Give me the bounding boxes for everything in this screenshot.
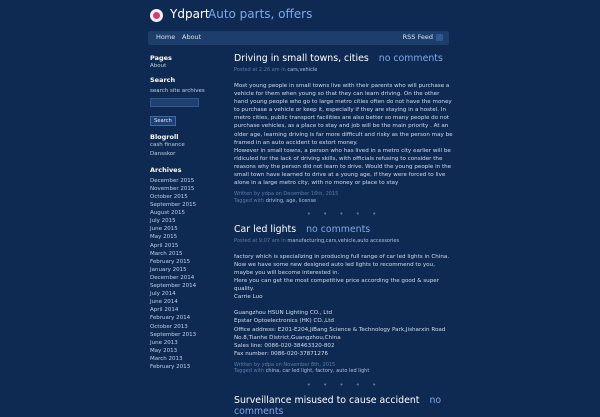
archive-link[interactable]: November 2015 bbox=[150, 185, 195, 192]
post bbox=[234, 224, 454, 389]
post-paragraph: However in small towns, a person who has lived in a metro city earlier will be ridiculed for the lack of driving skills, with officials refusing to consider the reasons why the person did not learn to drive. Would the young people in the small town have learned to drive at a young age, if they were forced to live alone in a large metro city, with no money or place to stay bbox=[234, 147, 452, 187]
blogroll-link[interactable]: Dansskor bbox=[150, 151, 176, 158]
site-header bbox=[0, 0, 600, 30]
post-paragraph: Fax number: 0086-020-37871276 bbox=[234, 350, 329, 357]
post-meta bbox=[234, 67, 454, 73]
archive-link[interactable]: April 2014 bbox=[150, 307, 179, 314]
archive-link[interactable]: April 2015 bbox=[150, 242, 179, 249]
blogroll-link[interactable]: cash finance bbox=[150, 142, 185, 149]
post-written-by: Written by ydpa on November 8th, 2015 bbox=[234, 361, 336, 368]
nav-about-link[interactable]: About bbox=[182, 33, 202, 41]
search-button[interactable]: Search bbox=[150, 116, 176, 126]
archive-link[interactable]: September 2015 bbox=[150, 202, 197, 209]
archive-link[interactable]: May 2015 bbox=[150, 234, 178, 241]
archive-link[interactable]: January 2015 bbox=[150, 266, 187, 273]
post-paragraph: Office address: E201-E204,JiBang Science & Technology Park,Jisharxin Road No.8,Tianhe District,Guangzhou,China bbox=[234, 326, 446, 341]
archive-link[interactable]: February 2015 bbox=[150, 258, 191, 265]
archive-link[interactable]: December 2014 bbox=[150, 274, 195, 281]
post-meta-prefix: Posted at 9:07 am in bbox=[234, 237, 286, 244]
post-paragraph bbox=[234, 301, 454, 309]
post-meta bbox=[234, 238, 454, 244]
archive-link[interactable]: August 2015 bbox=[150, 210, 185, 217]
post-paragraph: Guangzhou HSUN Lighting CO., Ltd bbox=[234, 310, 333, 317]
post-paragraph: Here you can get the most competitive price according the good & super quality. bbox=[234, 278, 440, 293]
archive-link[interactable]: June 2014 bbox=[150, 299, 178, 306]
site-description: Auto parts, offers bbox=[208, 7, 313, 21]
archive-link[interactable]: September 2014 bbox=[150, 283, 197, 290]
search-label: search site archives bbox=[150, 87, 205, 94]
archive-link[interactable]: February 2013 bbox=[150, 363, 191, 370]
post-category-link[interactable]: cars,vehicle bbox=[287, 67, 318, 73]
pink-dot-logo-icon bbox=[150, 9, 163, 22]
sidebar bbox=[150, 54, 228, 371]
post-paragraph: factory which is specializing in producing full range of car led lights in China. Now we have some new designed auto led lights to recommend to you, maybe you will become interested in. bbox=[234, 253, 450, 276]
post-footer bbox=[234, 191, 454, 204]
post bbox=[234, 395, 454, 417]
sidebar-page-about[interactable]: About bbox=[150, 63, 167, 69]
post-paragraph: Sales line: 0086-020-38463320-802 bbox=[234, 342, 335, 349]
archive-link[interactable]: December 2015 bbox=[150, 177, 195, 184]
archive-link[interactable]: July 2014 bbox=[150, 291, 176, 298]
archive-link[interactable]: May 2013 bbox=[150, 347, 178, 354]
post bbox=[234, 53, 454, 218]
sidebar-pages-heading: Pages bbox=[150, 54, 172, 62]
post-tags[interactable]: china, car led light, factory, auto led light bbox=[265, 368, 370, 375]
post-separator: • • • • • bbox=[306, 380, 382, 389]
comments-link[interactable]: no comments bbox=[378, 53, 443, 64]
sidebar-search-heading: Search bbox=[150, 75, 176, 84]
tagged-prefix: Tagged with bbox=[234, 368, 265, 375]
post-title-link[interactable]: Car led lights bbox=[234, 223, 297, 235]
post-written-by: Written by ydpa on December 16th, 2015 bbox=[234, 191, 339, 198]
nav-bar bbox=[148, 31, 449, 45]
search-input[interactable] bbox=[150, 98, 199, 107]
archive-link[interactable]: October 2015 bbox=[150, 194, 188, 200]
post-separator: • • • • • bbox=[306, 209, 382, 218]
post-paragraph: Most young people in small towns live with their parents who will purchase a vehicle for them when young so that they can learn driving. On the other hand young people who go to large metro cities often do not have the money to purchase a vehicle or keep it, especially if they are staying in a hostel. In metro cities, public transport facilities are also better so many people do not purchase vehicles, as a place to stay and job will be the main priority . At an older age, learning driving is far more difficult and risky as the person may be framed in an auto accident to extort money. bbox=[234, 83, 453, 146]
sidebar-archives-heading: Archives bbox=[150, 165, 182, 174]
archive-link[interactable]: June 2015 bbox=[150, 226, 178, 233]
post-footer bbox=[234, 362, 454, 375]
tagged-prefix: Tagged with bbox=[234, 197, 265, 204]
main-content bbox=[234, 53, 454, 417]
archive-link[interactable]: September 2013 bbox=[150, 331, 197, 338]
archives-list bbox=[150, 177, 228, 371]
comments-link[interactable]: no comments bbox=[306, 223, 371, 235]
post-title-link[interactable]: Driving in small towns, cities bbox=[234, 53, 369, 64]
post-tags[interactable]: driving, age, license bbox=[265, 197, 317, 204]
archive-link[interactable]: October 2013 bbox=[150, 323, 188, 330]
site-title[interactable]: Ydpart bbox=[170, 7, 210, 21]
nav-home-link[interactable]: Home bbox=[156, 33, 176, 41]
archive-link[interactable]: July 2015 bbox=[150, 218, 176, 225]
archive-link[interactable]: March 2015 bbox=[150, 250, 183, 257]
archive-link[interactable]: June 2013 bbox=[150, 339, 178, 346]
post-meta-prefix: Posted at 2:26 am in bbox=[234, 67, 286, 73]
rss-icon[interactable] bbox=[436, 34, 443, 41]
post-paragraph: Carrie Luo bbox=[234, 294, 263, 301]
post-category-link[interactable]: manufacturing,cars,vehicle,auto accessories bbox=[287, 237, 400, 244]
comments-link[interactable]: no comments bbox=[234, 394, 442, 417]
post-body bbox=[234, 253, 454, 358]
rss-feed-link[interactable]: RSS Feed bbox=[402, 33, 433, 41]
post-body bbox=[234, 82, 454, 187]
archive-link[interactable]: February 2014 bbox=[150, 315, 191, 322]
post-paragraph: Epstar Optoelectronics (HK) CO.,Ltd bbox=[234, 318, 334, 325]
sidebar-blogroll-heading: Blogroll bbox=[150, 133, 179, 142]
post-title-link[interactable]: Surveillance misused to cause accident bbox=[234, 394, 420, 406]
archive-link[interactable]: March 2013 bbox=[150, 355, 183, 362]
